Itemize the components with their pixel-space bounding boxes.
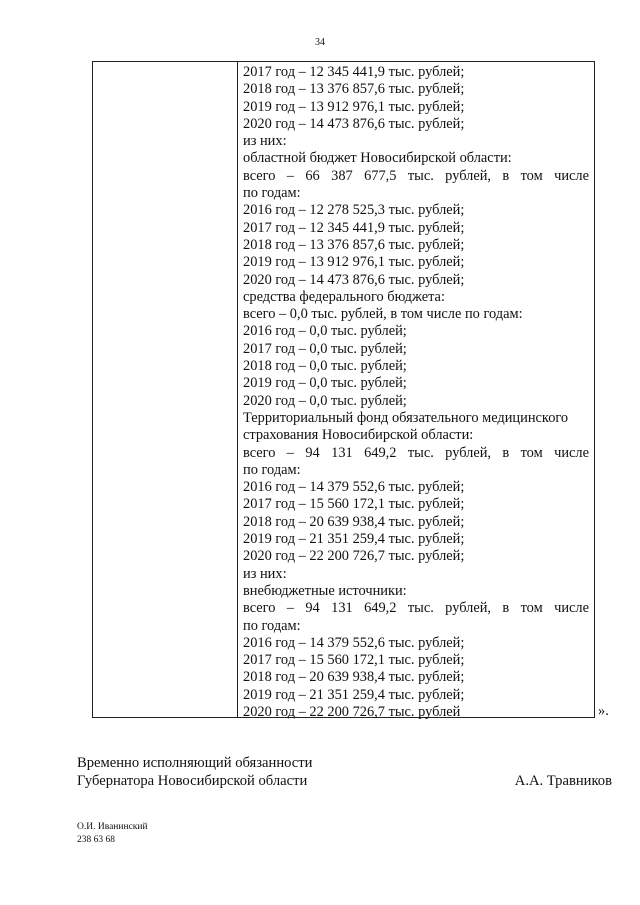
funding-line: 2016 год – 14 379 552,6 тыс. рублей; (243, 479, 465, 496)
funding-line: 2017 год – 15 560 172,1 тыс. рублей; (243, 652, 465, 669)
executor-phone: 238 63 68 (77, 834, 115, 845)
funding-line: по годам: (243, 617, 301, 634)
funding-line: 2018 год – 13 376 857,6 тыс. рублей; (243, 81, 465, 98)
funding-line: 2016 год – 0,0 тыс. рублей; (243, 323, 407, 340)
signatory-title-line1: Временно исполняющий обязанности (77, 755, 313, 771)
table-left-cell (93, 62, 238, 717)
funding-table (92, 61, 595, 718)
funding-line: 2019 год – 0,0 тыс. рублей; (243, 375, 407, 392)
funding-line: 2020 год – 22 200 726,7 тыс. рублей; (243, 548, 465, 565)
funding-line: страхования Новосибирской области: (243, 427, 474, 444)
funding-line: 2017 год – 12 345 441,9 тыс. рублей; (243, 64, 465, 80)
funding-line: 2018 год – 13 376 857,6 тыс. рублей; (243, 236, 465, 253)
funding-line: 2020 год – 14 473 876,6 тыс. рублей; (243, 115, 465, 132)
funding-line: по годам: (243, 461, 301, 478)
funding-line: 2020 год – 22 200 726,7 тыс. рублей (243, 703, 461, 720)
executor-name: О.И. Иванинский (77, 822, 148, 832)
funding-line: из них: (243, 133, 287, 150)
funding-line: Территориальный фонд обязательного медицинского (243, 409, 569, 426)
signature-block (77, 754, 612, 790)
funding-line: 2019 год – 13 912 976,1 тыс. рублей; (243, 98, 465, 115)
funding-line: всего – 0,0 тыс. рублей, в том числе по годам: (243, 306, 523, 323)
funding-line: 2017 год – 12 345 441,9 тыс. рублей; (243, 219, 465, 236)
funding-line: внебюджетные источники: (243, 582, 407, 599)
funding-line: 2018 год – 20 639 938,4 тыс. рублей; (243, 513, 465, 530)
table-right-cell (243, 64, 589, 721)
funding-line: 2018 год – 0,0 тыс. рублей; (243, 358, 407, 375)
funding-line: из них: (243, 565, 287, 582)
funding-line: 2019 год – 13 912 976,1 тыс. рублей; (243, 254, 465, 271)
funding-line: областной бюджет Новосибирской области: (243, 150, 512, 167)
funding-line: всего – 94 131 649,2 тыс. рублей, в том числе (243, 600, 589, 617)
closing-quote: ». (598, 703, 609, 719)
signatory-title-line2: Губернатора Новосибирской области (77, 773, 308, 789)
page-number: 34 (315, 37, 325, 48)
funding-line: средства федерального бюджета: (243, 288, 445, 305)
funding-line: 2019 год – 21 351 259,4 тыс. рублей; (243, 531, 465, 548)
executor-info (77, 821, 148, 846)
funding-line: по годам: (243, 185, 301, 202)
funding-line: всего – 66 387 677,5 тыс. рублей, в том числе (243, 167, 589, 184)
funding-line: 2016 год – 14 379 552,6 тыс. рублей; (243, 634, 465, 651)
funding-line: 2017 год – 15 560 172,1 тыс. рублей; (243, 496, 465, 513)
funding-line: 2019 год – 21 351 259,4 тыс. рублей; (243, 686, 465, 703)
funding-line: 2020 год – 0,0 тыс. рублей; (243, 392, 407, 409)
funding-line: 2016 год – 12 278 525,3 тыс. рублей; (243, 202, 465, 219)
signatory-name: А.А. Травников (514, 773, 612, 789)
funding-line: 2020 год – 14 473 876,6 тыс. рублей; (243, 271, 465, 288)
funding-line: всего – 94 131 649,2 тыс. рублей, в том числе (243, 444, 589, 461)
funding-line: 2018 год – 20 639 938,4 тыс. рублей; (243, 669, 465, 686)
funding-line: 2017 год – 0,0 тыс. рублей; (243, 340, 407, 357)
